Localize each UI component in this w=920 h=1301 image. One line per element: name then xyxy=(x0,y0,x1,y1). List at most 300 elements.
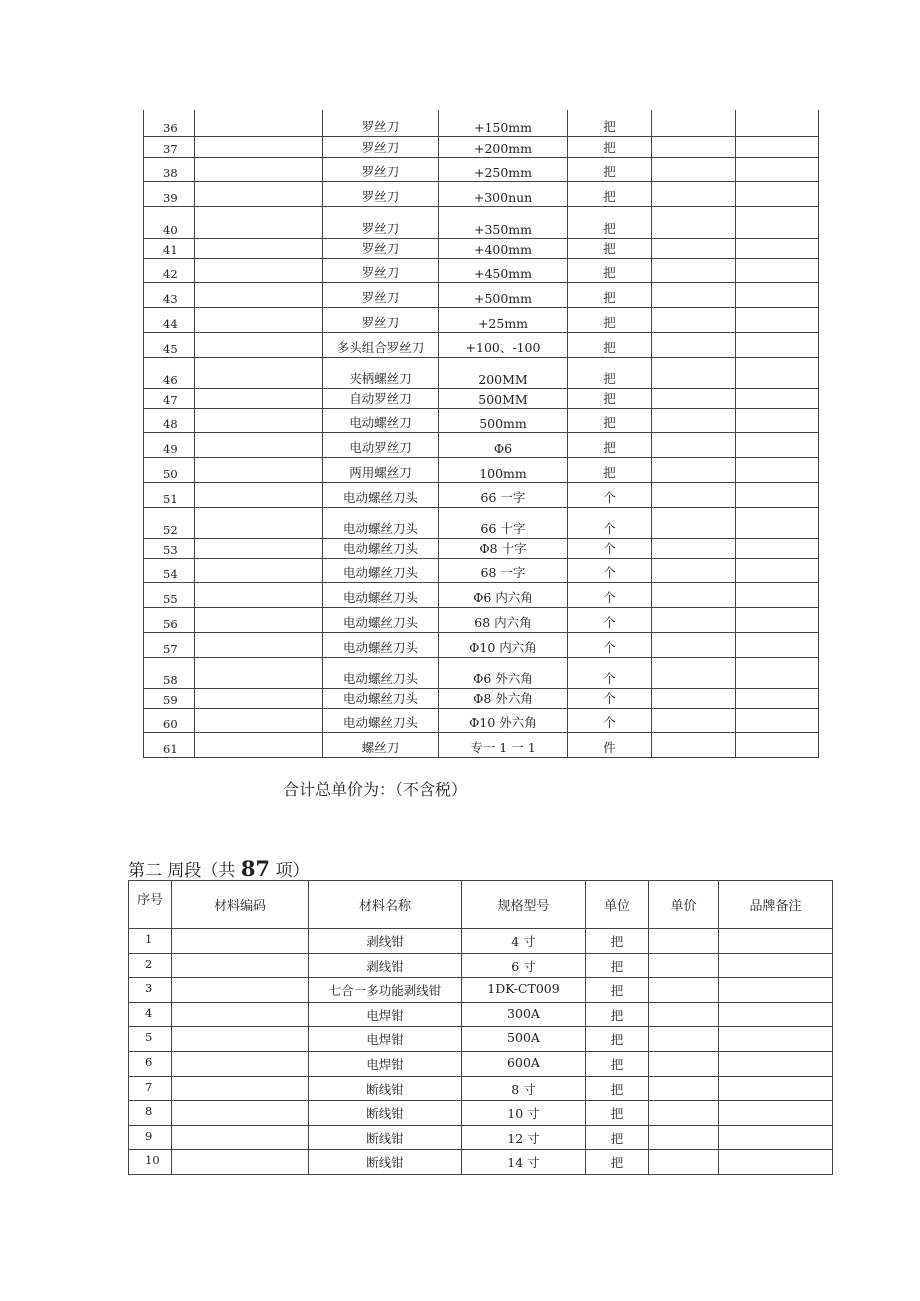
material-code xyxy=(195,432,323,457)
unit: 把 xyxy=(586,1101,649,1126)
table-row xyxy=(144,482,819,507)
brand-note xyxy=(736,632,819,657)
material-name: 罗丝刀 xyxy=(323,157,439,181)
spec-model: 10 寸 xyxy=(462,1101,586,1126)
table-row xyxy=(144,388,819,408)
material-code xyxy=(195,332,323,357)
brand-note xyxy=(736,732,819,757)
unit: 个 xyxy=(568,482,652,507)
row-number: 51 xyxy=(144,482,195,507)
unit: 把 xyxy=(568,206,652,238)
table-row xyxy=(129,1051,833,1076)
table-row xyxy=(144,732,819,757)
spec-model: +150mm xyxy=(439,110,568,136)
spec-model: 66 一字 xyxy=(439,482,568,507)
table-row xyxy=(144,607,819,632)
material-code xyxy=(195,388,323,408)
header-name: 材料名称 xyxy=(309,881,462,929)
spec-model: +450mm xyxy=(439,258,568,282)
row-number: 56 xyxy=(144,607,195,632)
unit-price xyxy=(652,206,736,238)
unit: 把 xyxy=(586,1002,649,1027)
table-row xyxy=(144,238,819,258)
row-number: 6 xyxy=(129,1051,172,1076)
unit: 把 xyxy=(586,1027,649,1052)
row-number: 58 xyxy=(144,657,195,688)
unit-price xyxy=(652,408,736,432)
material-name: 电动罗丝刀 xyxy=(323,432,439,457)
table-row xyxy=(144,157,819,181)
unit: 把 xyxy=(586,929,649,954)
material-code xyxy=(172,1027,309,1052)
unit: 把 xyxy=(568,408,652,432)
row-number: 60 xyxy=(144,708,195,732)
unit-price xyxy=(652,732,736,757)
unit: 个 xyxy=(568,558,652,582)
material-table-part1 xyxy=(143,110,819,758)
brand-note xyxy=(736,607,819,632)
unit-price xyxy=(652,332,736,357)
unit-price xyxy=(652,282,736,307)
row-number: 45 xyxy=(144,332,195,357)
unit: 把 xyxy=(568,110,652,136)
material-code xyxy=(172,1051,309,1076)
brand-note xyxy=(736,558,819,582)
row-number: 36 xyxy=(144,110,195,136)
spec-model: +400mm xyxy=(439,238,568,258)
material-code xyxy=(195,538,323,558)
spec-model: 8 寸 xyxy=(462,1076,586,1101)
unit-price xyxy=(652,136,736,157)
header-unit: 单位 xyxy=(586,881,649,929)
table-row xyxy=(129,1101,833,1126)
table-row xyxy=(144,258,819,282)
brand-note xyxy=(736,357,819,388)
table-row xyxy=(144,307,819,332)
brand-note xyxy=(719,1150,833,1175)
brand-note xyxy=(719,1051,833,1076)
unit-price xyxy=(652,708,736,732)
material-name: 断线钳 xyxy=(309,1101,462,1126)
material-table-part2 xyxy=(128,880,833,1175)
unit: 个 xyxy=(568,582,652,607)
unit-price xyxy=(649,1027,719,1052)
unit: 个 xyxy=(568,538,652,558)
unit: 把 xyxy=(568,238,652,258)
material-name: 夹柄螺丝刀 xyxy=(323,357,439,388)
table-row xyxy=(144,708,819,732)
spec-model: +300nun xyxy=(439,181,568,206)
header-spec: 规格型号 xyxy=(462,881,586,929)
material-name: 螺丝刀 xyxy=(323,732,439,757)
row-number: 54 xyxy=(144,558,195,582)
material-name: 电动螺丝刀头 xyxy=(323,632,439,657)
material-code xyxy=(195,632,323,657)
row-number: 48 xyxy=(144,408,195,432)
header-code: 材料编码 xyxy=(172,881,309,929)
brand-note xyxy=(736,136,819,157)
header-row xyxy=(129,881,833,929)
material-code xyxy=(195,708,323,732)
spec-model: 4 寸 xyxy=(462,929,586,954)
unit-price xyxy=(652,607,736,632)
unit: 把 xyxy=(568,258,652,282)
row-number: 10 xyxy=(129,1150,172,1175)
material-name: 电动螺丝刀 xyxy=(323,408,439,432)
brand-note xyxy=(719,929,833,954)
header-brand: 品牌备注 xyxy=(719,881,833,929)
material-code xyxy=(172,1002,309,1027)
brand-note xyxy=(719,978,833,1003)
row-number: 38 xyxy=(144,157,195,181)
brand-note xyxy=(719,1027,833,1052)
material-code xyxy=(195,582,323,607)
brand-note xyxy=(736,388,819,408)
unit-price xyxy=(652,181,736,206)
material-name: 七合一多功能剥线钳 xyxy=(309,978,462,1003)
unit-price xyxy=(652,582,736,607)
material-name: 罗丝刀 xyxy=(323,181,439,206)
brand-note xyxy=(736,206,819,238)
unit: 把 xyxy=(568,307,652,332)
unit-price xyxy=(652,432,736,457)
table-row xyxy=(129,978,833,1003)
unit: 把 xyxy=(568,357,652,388)
spec-model: 专一 1 一 1 xyxy=(439,732,568,757)
header-price: 单价 xyxy=(649,881,719,929)
unit: 把 xyxy=(586,1076,649,1101)
row-number: 41 xyxy=(144,238,195,258)
unit-price xyxy=(652,110,736,136)
table-row xyxy=(129,929,833,954)
table-row xyxy=(129,1002,833,1027)
spec-model: Φ10 外六角 xyxy=(439,708,568,732)
material-code xyxy=(195,507,323,538)
brand-note xyxy=(736,582,819,607)
brand-note xyxy=(719,953,833,978)
unit-price xyxy=(652,538,736,558)
unit-price xyxy=(652,657,736,688)
unit: 把 xyxy=(568,457,652,482)
spec-model: 500MM xyxy=(439,388,568,408)
row-number: 53 xyxy=(144,538,195,558)
brand-note xyxy=(736,688,819,708)
brand-note xyxy=(736,258,819,282)
row-number: 47 xyxy=(144,388,195,408)
brand-note xyxy=(736,408,819,432)
table-row xyxy=(144,432,819,457)
table-row xyxy=(129,953,833,978)
table-row xyxy=(144,332,819,357)
table-row xyxy=(129,1150,833,1175)
unit-price xyxy=(649,929,719,954)
material-code xyxy=(195,357,323,388)
table-row xyxy=(144,110,819,136)
unit: 件 xyxy=(568,732,652,757)
material-name: 电动螺丝刀头 xyxy=(323,708,439,732)
spec-model: 68 内六角 xyxy=(439,607,568,632)
total-price-label: 合计总单价为：（不含税） xyxy=(283,780,468,799)
unit-price xyxy=(649,953,719,978)
table-row xyxy=(144,538,819,558)
spec-model: Φ10 内六角 xyxy=(439,632,568,657)
unit-price xyxy=(649,978,719,1003)
material-code xyxy=(195,181,323,206)
material-name: 剥线钳 xyxy=(309,953,462,978)
section-title xyxy=(128,858,309,882)
unit-price xyxy=(652,357,736,388)
material-name: 罗丝刀 xyxy=(323,282,439,307)
table-row xyxy=(144,507,819,538)
material-code xyxy=(195,688,323,708)
material-code xyxy=(195,558,323,582)
material-name: 多头组合罗丝刀 xyxy=(323,332,439,357)
spec-model: 68 一字 xyxy=(439,558,568,582)
unit-price xyxy=(652,632,736,657)
material-name: 断线钳 xyxy=(309,1076,462,1101)
brand-note xyxy=(719,1101,833,1126)
row-number: 2 xyxy=(129,953,172,978)
material-code xyxy=(195,732,323,757)
spec-model: 300A xyxy=(462,1002,586,1027)
row-number: 1 xyxy=(129,929,172,954)
material-name: 电动螺丝刀头 xyxy=(323,607,439,632)
spec-model: +25mm xyxy=(439,307,568,332)
row-number: 5 xyxy=(129,1027,172,1052)
material-code xyxy=(195,307,323,332)
material-code xyxy=(195,258,323,282)
spec-model: +250mm xyxy=(439,157,568,181)
brand-note xyxy=(736,238,819,258)
unit-price xyxy=(649,1002,719,1027)
spec-model: 1DK-CT009 xyxy=(462,978,586,1003)
spec-model: Φ6 外六角 xyxy=(439,657,568,688)
material-name: 罗丝刀 xyxy=(323,307,439,332)
brand-note xyxy=(719,1125,833,1150)
unit-price xyxy=(652,558,736,582)
brand-note xyxy=(736,708,819,732)
material-name: 自动罗丝刀 xyxy=(323,388,439,408)
unit: 把 xyxy=(586,953,649,978)
unit-price xyxy=(649,1051,719,1076)
row-number: 9 xyxy=(129,1125,172,1150)
table-row xyxy=(144,136,819,157)
brand-note xyxy=(719,1002,833,1027)
row-number: 3 xyxy=(129,978,172,1003)
material-code xyxy=(195,657,323,688)
material-name: 电动螺丝刀头 xyxy=(323,538,439,558)
spec-model: 200MM xyxy=(439,357,568,388)
row-number: 46 xyxy=(144,357,195,388)
table-row xyxy=(144,408,819,432)
unit-price xyxy=(649,1076,719,1101)
unit-price xyxy=(652,238,736,258)
unit: 个 xyxy=(568,708,652,732)
table-row xyxy=(144,688,819,708)
material-code xyxy=(195,206,323,238)
table-row xyxy=(129,1076,833,1101)
brand-note xyxy=(736,432,819,457)
row-number: 37 xyxy=(144,136,195,157)
row-number: 39 xyxy=(144,181,195,206)
material-name: 罗丝刀 xyxy=(323,238,439,258)
spec-model: 100mm xyxy=(439,457,568,482)
unit-price xyxy=(652,258,736,282)
material-name: 电动螺丝刀头 xyxy=(323,657,439,688)
unit-price xyxy=(652,457,736,482)
header-no: 序号 xyxy=(129,881,172,929)
table-row xyxy=(144,632,819,657)
row-number: 49 xyxy=(144,432,195,457)
section-count: 87 xyxy=(240,856,271,881)
material-code xyxy=(195,482,323,507)
unit: 把 xyxy=(586,1150,649,1175)
table-row xyxy=(129,1027,833,1052)
unit-price xyxy=(652,507,736,538)
material-name: 罗丝刀 xyxy=(323,136,439,157)
unit-price xyxy=(652,688,736,708)
unit: 把 xyxy=(568,136,652,157)
section-prefix: 第二 周段（共 xyxy=(128,861,236,881)
row-number: 61 xyxy=(144,732,195,757)
material-code xyxy=(195,607,323,632)
spec-model: 12 寸 xyxy=(462,1125,586,1150)
spec-model: +500mm xyxy=(439,282,568,307)
material-code xyxy=(195,457,323,482)
table-row xyxy=(144,181,819,206)
material-code xyxy=(195,238,323,258)
spec-model: +350mm xyxy=(439,206,568,238)
brand-note xyxy=(719,1076,833,1101)
unit: 个 xyxy=(568,607,652,632)
row-number: 57 xyxy=(144,632,195,657)
table-row xyxy=(144,357,819,388)
unit-price xyxy=(649,1150,719,1175)
table-row xyxy=(144,558,819,582)
row-number: 7 xyxy=(129,1076,172,1101)
spec-model: 500A xyxy=(462,1027,586,1052)
brand-note xyxy=(736,507,819,538)
material-name: 电动螺丝刀头 xyxy=(323,558,439,582)
unit: 把 xyxy=(568,282,652,307)
unit-price xyxy=(649,1125,719,1150)
unit-price xyxy=(652,388,736,408)
unit-price xyxy=(649,1101,719,1126)
unit: 把 xyxy=(568,388,652,408)
brand-note xyxy=(736,110,819,136)
spec-model: +100、-100 xyxy=(439,332,568,357)
row-number: 52 xyxy=(144,507,195,538)
unit: 把 xyxy=(568,432,652,457)
material-code xyxy=(172,1125,309,1150)
brand-note xyxy=(736,307,819,332)
row-number: 40 xyxy=(144,206,195,238)
row-number: 59 xyxy=(144,688,195,708)
unit-price xyxy=(652,307,736,332)
material-code xyxy=(195,282,323,307)
row-number: 8 xyxy=(129,1101,172,1126)
brand-note xyxy=(736,282,819,307)
row-number: 43 xyxy=(144,282,195,307)
material-name: 断线钳 xyxy=(309,1125,462,1150)
material-name: 罗丝刀 xyxy=(323,258,439,282)
material-name: 断线钳 xyxy=(309,1150,462,1175)
material-name: 罗丝刀 xyxy=(323,206,439,238)
material-code xyxy=(195,157,323,181)
material-code xyxy=(172,929,309,954)
material-code xyxy=(195,110,323,136)
material-code xyxy=(172,1076,309,1101)
row-number: 4 xyxy=(129,1002,172,1027)
spec-model: Φ8 外六角 xyxy=(439,688,568,708)
row-number: 44 xyxy=(144,307,195,332)
spec-model: 66 十字 xyxy=(439,507,568,538)
spec-model: 600A xyxy=(462,1051,586,1076)
unit: 个 xyxy=(568,688,652,708)
material-code xyxy=(195,408,323,432)
spec-model: 500mm xyxy=(439,408,568,432)
material-code xyxy=(172,1101,309,1126)
table-row xyxy=(144,206,819,238)
material-name: 电焊钳 xyxy=(309,1002,462,1027)
brand-note xyxy=(736,482,819,507)
spec-model: +200mm xyxy=(439,136,568,157)
brand-note xyxy=(736,181,819,206)
material-code xyxy=(195,136,323,157)
unit: 个 xyxy=(568,657,652,688)
brand-note xyxy=(736,332,819,357)
material-name: 电动螺丝刀头 xyxy=(323,688,439,708)
table-row xyxy=(144,282,819,307)
table-row xyxy=(144,457,819,482)
material-name: 电动螺丝刀头 xyxy=(323,582,439,607)
material-name: 电动螺丝刀头 xyxy=(323,482,439,507)
table-row xyxy=(129,1125,833,1150)
unit: 把 xyxy=(568,157,652,181)
material-name: 电焊钳 xyxy=(309,1027,462,1052)
unit: 个 xyxy=(568,507,652,538)
material-name: 电焊钳 xyxy=(309,1051,462,1076)
unit: 把 xyxy=(586,978,649,1003)
unit: 把 xyxy=(568,332,652,357)
unit: 把 xyxy=(586,1125,649,1150)
brand-note xyxy=(736,457,819,482)
table-row xyxy=(144,582,819,607)
brand-note xyxy=(736,657,819,688)
material-code xyxy=(172,978,309,1003)
unit: 个 xyxy=(568,632,652,657)
material-name: 电动螺丝刀头 xyxy=(323,507,439,538)
unit-price xyxy=(652,482,736,507)
brand-note xyxy=(736,538,819,558)
unit: 把 xyxy=(568,181,652,206)
material-name: 罗丝刀 xyxy=(323,110,439,136)
row-number: 42 xyxy=(144,258,195,282)
spec-model: Φ6 xyxy=(439,432,568,457)
spec-model: Φ8 十字 xyxy=(439,538,568,558)
material-code xyxy=(172,953,309,978)
spec-model: Φ6 内六角 xyxy=(439,582,568,607)
unit-price xyxy=(652,157,736,181)
spec-model: 6 寸 xyxy=(462,953,586,978)
row-number: 50 xyxy=(144,457,195,482)
material-name: 剥线钳 xyxy=(309,929,462,954)
material-code xyxy=(172,1150,309,1175)
section-suffix: 项） xyxy=(275,861,310,881)
unit: 把 xyxy=(586,1051,649,1076)
spec-model: 14 寸 xyxy=(462,1150,586,1175)
brand-note xyxy=(736,157,819,181)
